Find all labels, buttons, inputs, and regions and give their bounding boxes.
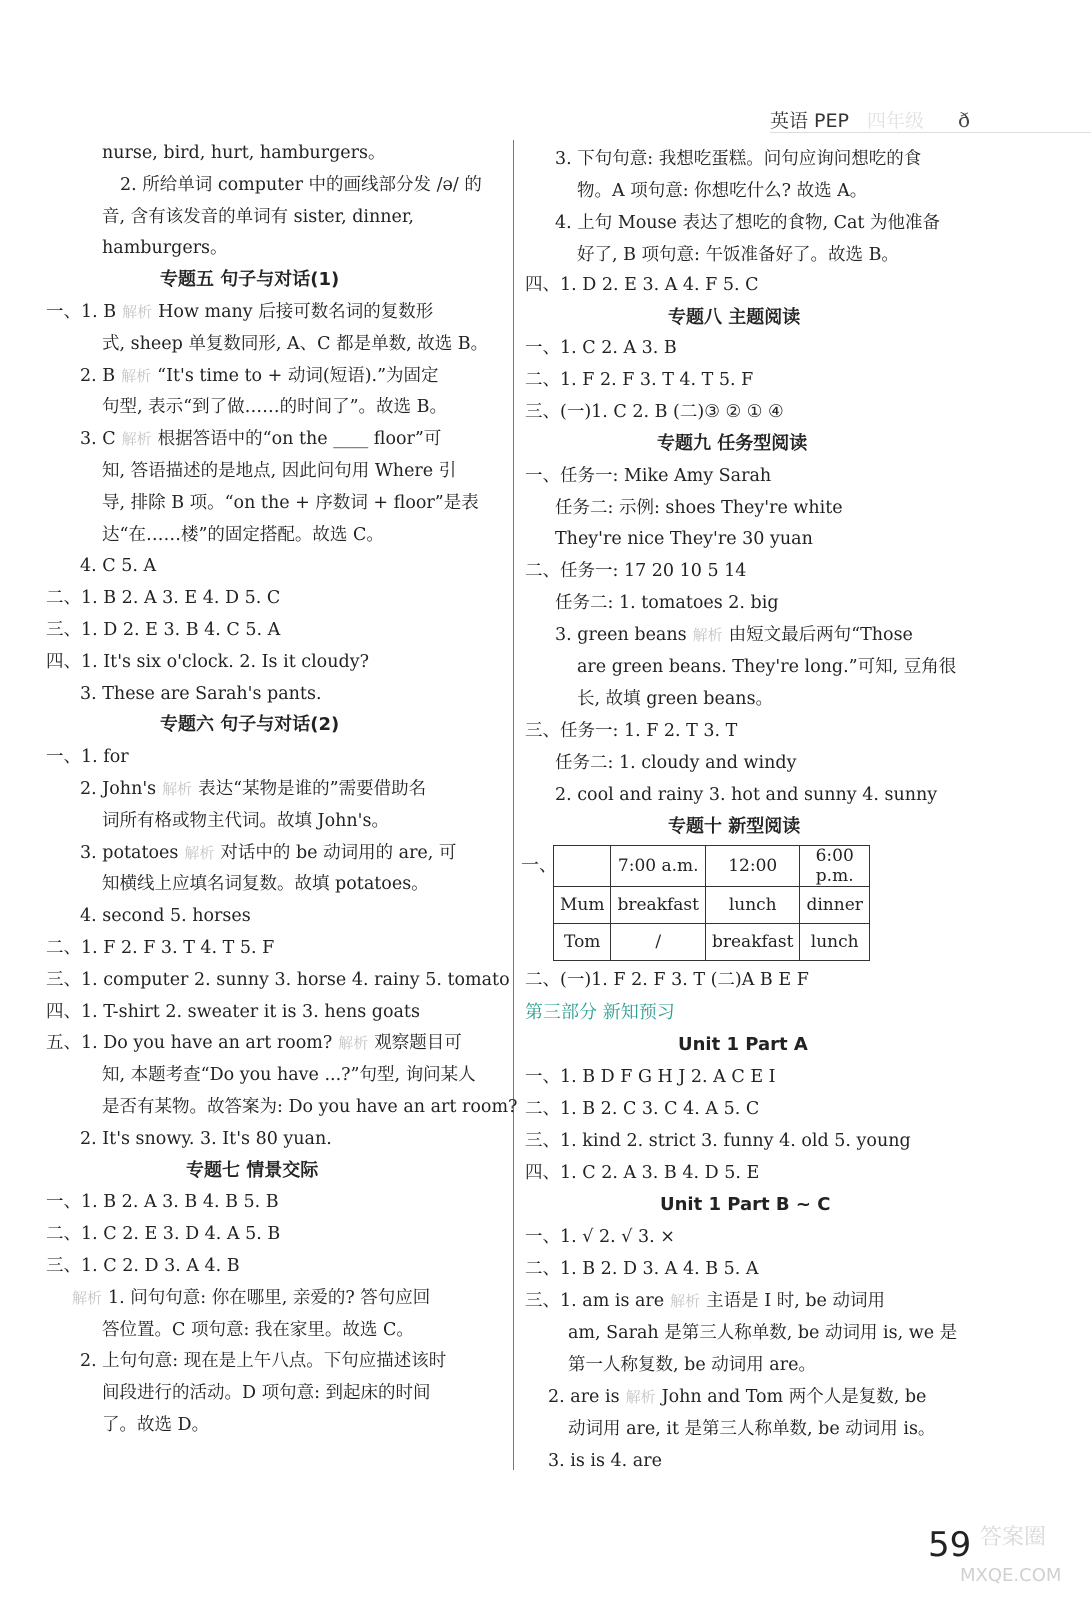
header-logo-icon: ð <box>958 108 971 132</box>
line-text: 3. potatoes <box>80 842 179 863</box>
line-text: 导, 排除 B 项。“on the + 序数词 + floor”是表 <box>102 492 479 513</box>
line-text: 2. John's <box>80 779 157 799</box>
table-row <box>554 924 870 961</box>
line-text: 词所有格或物主代词。故填 John's。 <box>102 810 389 831</box>
line-text: 2. cool and rainy 3. hot and sunny 4. sunny <box>555 785 938 805</box>
line-text: 一、1. B D F G H J 2. A C E I <box>525 1067 776 1087</box>
line-text: 一、任务一: Mike Amy Sarah <box>525 466 772 486</box>
answer-line <box>120 172 482 198</box>
analysis-text: John and Tom 两个人是复数, be <box>661 1387 927 1407</box>
line-text: 好了, B 项句意: 午饭准备好了。故选 B。 <box>577 245 899 265</box>
line-text: 四、1. T-shirt 2. sweater it is 3. hens goats <box>46 1001 420 1022</box>
line-text: 3. green beans <box>555 625 687 645</box>
page-header <box>770 104 1091 134</box>
line-text: 一、1. C 2. A 3. B <box>525 338 677 358</box>
line-text: 一、1. B 2. A 3. B 4. B 5. B <box>46 1192 279 1213</box>
line-text: 第一人称复数, be 动词用 are。 <box>568 1355 816 1375</box>
answer-line <box>577 686 773 712</box>
table-cell: Mum <box>554 887 611 924</box>
answer-line <box>46 649 369 675</box>
answer-line <box>555 146 921 172</box>
analysis-text: 表达“某物是谁的”需要借助名 <box>198 779 427 799</box>
line-text: 动词用 are, it 是第三人称单数, be 动词用 is。 <box>568 1419 936 1439</box>
line-text: 专题八 主题阅读 <box>668 307 801 328</box>
line-text: 三、1. am is are <box>525 1291 665 1311</box>
section-heading <box>668 814 800 840</box>
answer-line <box>525 1288 885 1314</box>
answer-line <box>555 782 937 808</box>
answer-line <box>568 1320 957 1346</box>
line-text: 三、(一)1. C 2. B (二)③ ② ① ④ <box>525 402 784 422</box>
analysis-tag: 解析 <box>121 366 152 385</box>
line-text: 2. 上句句意: 现在是上午八点。下句应描述该时 <box>80 1351 447 1372</box>
line-text: 4. second 5. horses <box>80 906 251 927</box>
analysis-text: “It's time to + 动词(短语).”为固定 <box>157 365 439 386</box>
line-text: 专题七 情景交际 <box>186 1159 319 1181</box>
answer-line <box>46 967 510 993</box>
answer-line <box>80 426 441 452</box>
line-text: 二、1. F 2. F 3. T 4. T 5. F <box>46 938 275 958</box>
answer-line <box>525 718 737 744</box>
line-text: 一、1. B <box>46 302 117 322</box>
line-text: 了。故选 D。 <box>102 1415 210 1435</box>
answer-line <box>568 1416 935 1442</box>
analysis-tag: 解析 <box>338 1034 369 1053</box>
analysis-tag: 解析 <box>72 1288 103 1307</box>
line-text: 五、1. Do you have an art room? <box>46 1033 333 1054</box>
answer-line <box>46 744 129 770</box>
line-text: 2. It's snowy. 3. It's 80 yuan. <box>80 1128 332 1149</box>
line-text: 三、任务一: 1. F 2. T 3. T <box>525 721 738 741</box>
line-text: 4. 上句 Mouse 表达了想吃的食物, Cat 为他准备 <box>555 213 940 233</box>
line-text: 间段进行的活动。D 项句意: 到起床的时间 <box>102 1383 431 1404</box>
line-text: Unit 1 Part A <box>678 1034 808 1055</box>
analysis-text: How many 后接可数名词的复数形 <box>158 302 434 322</box>
table-cell: lunch <box>705 887 800 924</box>
line-text: 式, sheep 单复数同形, A、C 都是单数, 故选 B。 <box>102 333 489 354</box>
answer-line <box>525 558 746 584</box>
table-row <box>554 887 870 924</box>
answer-line <box>46 1253 240 1279</box>
part-heading <box>525 1000 675 1026</box>
line-text: 达“在……楼”的固定搭配。故选 C。 <box>102 524 384 545</box>
answer-line <box>525 1224 675 1250</box>
analysis-tag: 解析 <box>121 430 152 449</box>
answer-line <box>102 1380 431 1406</box>
line-text: They're nice They're 30 yuan <box>555 529 813 549</box>
line-text: 知横线上应填名词复数。故填 potatoes。 <box>102 874 429 895</box>
analysis-text: 主语是 I 时, be 动词用 <box>706 1291 885 1311</box>
answer-line <box>525 1160 759 1186</box>
line-text: 长, 故填 green beans。 <box>577 689 774 709</box>
answer-line <box>46 585 280 611</box>
answer-line <box>102 808 389 834</box>
analysis-text: 由短文最后两句“Those <box>728 625 913 645</box>
table-cell: 12:00 <box>705 846 800 887</box>
line-text: 物。A 项句意: 你想吃什么? 故选 A。 <box>577 181 868 201</box>
line-text: 二、1. F 2. F 3. T 4. T 5. F <box>525 370 754 390</box>
line-text: 答位置。C 项句意: 我在家里。故选 C。 <box>102 1319 414 1340</box>
line-text: 四、1. It's six o'clock. 2. Is it cloudy? <box>46 651 369 672</box>
table-cell: breakfast <box>611 887 706 924</box>
answer-line <box>548 1384 926 1410</box>
answer-line <box>46 999 420 1025</box>
line-text: 2. are is <box>548 1387 620 1407</box>
analysis-tag: 解析 <box>692 626 723 644</box>
answer-line <box>102 331 488 357</box>
answer-line <box>102 458 456 484</box>
answer-line <box>46 1221 280 1247</box>
analysis-tag: 解析 <box>122 303 153 321</box>
answer-line <box>46 617 280 643</box>
table-cell: dinner <box>800 887 869 924</box>
answer-line <box>80 1348 446 1374</box>
line-text: 音, 含有该发音的单词有 sister, dinner, <box>102 206 414 227</box>
answer-line <box>80 681 322 707</box>
line-text: 知, 答语描述的是地点, 因此问句用 Where 引 <box>102 461 457 481</box>
header-grade: 四年级 <box>867 110 925 132</box>
answer-line <box>555 210 940 236</box>
answer-line <box>525 463 771 489</box>
answer-line <box>555 590 779 616</box>
answer-line <box>555 622 913 648</box>
line-text: 三、1. kind 2. strict 3. funny 4. old 5. young <box>525 1131 911 1151</box>
line-text: 二、(一)1. F 2. F 3. T (二)A B E F <box>525 970 809 990</box>
analysis-text: 观察题目可 <box>374 1033 462 1054</box>
line-text: 三、1. C 2. D 3. A 4. B <box>46 1256 240 1276</box>
answer-line <box>525 399 784 425</box>
answer-line <box>46 299 433 325</box>
line-text: 任务二: 1. tomatoes 2. big <box>555 593 779 613</box>
line-text: 3. 下句句意: 我想吃蛋糕。问句应询问想吃的食 <box>555 149 922 169</box>
answer-line <box>577 654 956 680</box>
answer-line <box>577 178 867 204</box>
answer-line <box>555 750 796 776</box>
table-cell <box>554 846 611 887</box>
table-cell: lunch <box>800 924 869 961</box>
line-text: 一、1. √ 2. √ 3. × <box>525 1227 675 1247</box>
analysis-tag: 解析 <box>625 1388 656 1406</box>
answer-line <box>525 1096 759 1122</box>
answer-line <box>80 553 156 579</box>
watermark-logo: 答案圈 <box>980 1525 1047 1550</box>
header-rule <box>770 132 1091 133</box>
line-text: 句型, 表示“到了做……的时间了”。故选 B。 <box>102 397 447 418</box>
answer-line <box>66 1285 430 1311</box>
answer-line <box>102 490 479 516</box>
line-text: 2. B <box>80 365 116 386</box>
line-text: 任务二: 示例: shoes They're white <box>555 498 843 518</box>
line-text: am, Sarah 是第三人称单数, be 动词用 is, we 是 <box>568 1323 958 1343</box>
answer-line <box>102 394 447 420</box>
answer-line <box>525 1064 776 1090</box>
line-text: 二、1. B 2. D 3. A 4. B 5. A <box>525 1259 759 1279</box>
line-text: 专题十 新型阅读 <box>668 816 801 837</box>
answer-line <box>555 495 843 521</box>
table-cell: 6:00 p.m. <box>800 846 869 887</box>
header-subject: 英语 PEP <box>770 110 849 132</box>
table-cell: / <box>611 924 706 961</box>
line-text: nurse, bird, hurt, hamburgers。 <box>102 143 386 163</box>
line-text: 二、1. B 2. A 3. E 4. D 5. C <box>46 588 281 609</box>
line-text: 三、1. D 2. E 3. B 4. C 5. A <box>46 620 281 640</box>
line-text: 四、1. C 2. A 3. B 4. D 5. E <box>525 1163 760 1183</box>
answer-line <box>525 367 753 393</box>
line-text: 知, 本题考查“Do you have ...?”句型, 询问某人 <box>102 1065 476 1086</box>
line-text: 2. 所给单词 computer 中的画线部分发 /ə/ 的 <box>120 174 482 195</box>
answer-line <box>102 1094 517 1120</box>
line-text: 一、1. for <box>46 747 129 768</box>
answer-line <box>80 1126 332 1152</box>
answer-line <box>80 840 456 866</box>
page-number: 59 <box>928 1525 972 1565</box>
section-heading <box>160 267 339 293</box>
schedule-question-number: 一、 <box>521 855 557 876</box>
analysis-text: 根据答语中的“on the ____ floor”可 <box>157 429 442 450</box>
line-text: hamburgers。 <box>102 238 228 259</box>
answer-line <box>102 871 429 897</box>
answer-line <box>102 522 384 548</box>
line-text: 专题九 任务型阅读 <box>657 433 808 454</box>
answer-line <box>548 1448 662 1474</box>
line-text: 三、1. computer 2. sunny 3. horse 4. rainy 5. tomato <box>46 969 510 990</box>
table-cell: Tom <box>554 924 611 961</box>
section-heading <box>160 712 339 738</box>
answer-line <box>80 363 439 389</box>
answer-line <box>102 1062 476 1088</box>
answer-line <box>102 1412 209 1438</box>
column-divider <box>513 140 514 1470</box>
line-text: 3. These are Sarah's pants. <box>80 683 322 704</box>
analysis-tag: 解析 <box>670 1292 701 1310</box>
answer-line <box>102 140 385 166</box>
line-text: 是否有某物。故答案为: Do you have an art room? <box>102 1097 518 1117</box>
answer-line <box>102 204 414 230</box>
line-text: are green beans. They're long.”可知, 豆角很 <box>577 657 957 677</box>
answer-line <box>525 967 809 993</box>
section-heading <box>186 1158 318 1184</box>
line-text: 4. C 5. A <box>80 556 157 577</box>
answer-line <box>525 335 677 361</box>
line-text: 3. is is 4. are <box>548 1451 662 1471</box>
line-text: 专题五 句子与对话(1) <box>160 269 340 291</box>
line-text: 第三部分 新知预习 <box>525 1002 675 1023</box>
table-cell: breakfast <box>705 924 800 961</box>
answer-line <box>525 1128 911 1154</box>
schedule-table <box>553 845 870 961</box>
answer-line <box>46 1189 279 1215</box>
line-text: Unit 1 Part B ~ C <box>660 1194 831 1215</box>
watermark-url: MXQE.COM <box>960 1565 1062 1586</box>
answer-line <box>80 776 426 802</box>
answer-line <box>577 242 899 268</box>
section-heading <box>660 1192 830 1218</box>
answer-line <box>525 1256 759 1282</box>
table-header-row <box>554 846 870 887</box>
line-text: 任务二: 1. cloudy and windy <box>555 753 797 773</box>
answer-line <box>46 1030 462 1056</box>
answer-line <box>80 903 251 929</box>
analysis-text: 1. 问句句意: 你在哪里, 亲爱的? 答句应回 <box>108 1287 431 1308</box>
line-text: 二、1. B 2. C 3. C 4. A 5. C <box>525 1099 760 1119</box>
answer-line <box>525 272 759 298</box>
answer-line <box>46 935 274 961</box>
analysis-text: 对话中的 be 动词用的 are, 可 <box>220 842 457 863</box>
table-cell: 7:00 a.m. <box>611 846 706 887</box>
line-text: 二、任务一: 17 20 10 5 14 <box>525 561 747 581</box>
answer-line <box>568 1352 816 1378</box>
line-text: 3. C <box>80 429 116 450</box>
section-heading <box>668 305 800 331</box>
answer-line <box>555 526 813 552</box>
analysis-tag: 解析 <box>162 780 193 798</box>
section-heading <box>678 1032 808 1058</box>
line-text: 四、1. D 2. E 3. A 4. F 5. C <box>525 275 759 295</box>
line-text: 二、1. C 2. E 3. D 4. A 5. B <box>46 1224 281 1245</box>
section-heading <box>657 431 807 457</box>
analysis-tag: 解析 <box>184 843 215 862</box>
answer-line <box>102 1317 414 1343</box>
line-text: 专题六 句子与对话(2) <box>160 714 340 736</box>
answer-line <box>102 235 228 261</box>
